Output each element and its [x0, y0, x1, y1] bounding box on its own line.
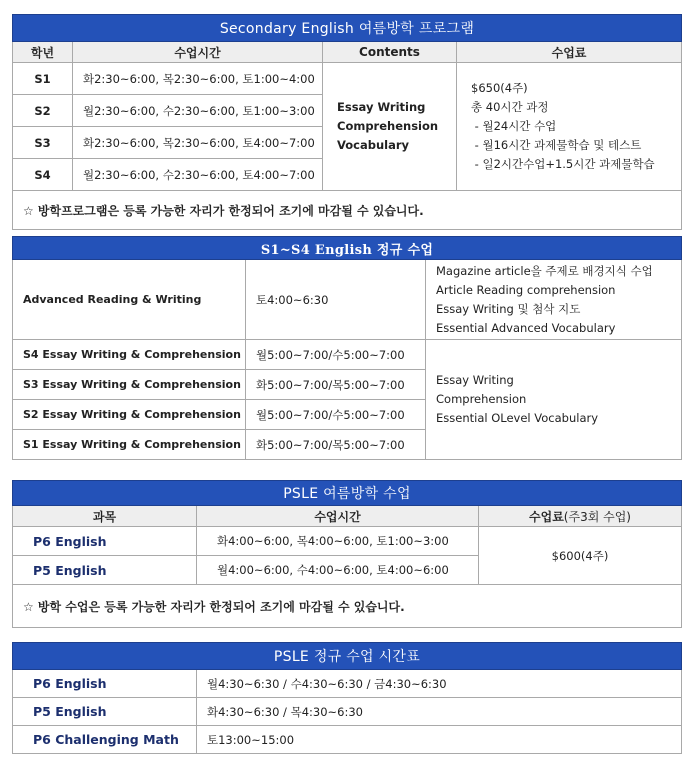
secondary-summer-title: Secondary English 여름방학 프로그램	[13, 15, 682, 42]
psle-summer-program	[12, 480, 682, 628]
notice-text: ☆ 방학 수업은 등록 가능한 자리가 한정되어 조기에 마감될 수 있습니다.	[13, 585, 682, 628]
course-cell: P6 English	[13, 670, 197, 698]
description-line: Magazine article을 주제로 배경지식 수업	[436, 263, 653, 278]
header-subject: 과목	[13, 506, 197, 527]
grade-cell: S2	[13, 95, 73, 127]
description-line: Article Reading comprehension	[436, 282, 616, 297]
description-line: Essay Writing	[436, 373, 514, 387]
grade-cell: S3	[13, 127, 73, 159]
table-row	[13, 698, 682, 726]
header-fee-label: 수업료	[529, 509, 564, 524]
contents-line: Essay Writing	[337, 100, 426, 114]
fee-line: - 월16시간 과제물학습 및 테스트	[471, 138, 642, 152]
course-cell: P5 English	[13, 698, 197, 726]
course-cell: S4 Essay Writing & Comprehension	[13, 340, 246, 370]
time-cell: 토13:00~15:00	[197, 726, 682, 754]
header-class-time: 수업시간	[73, 42, 323, 63]
regular-class-title: S1~S4 English 정규 수업	[13, 237, 682, 260]
time-cell: 월5:00~7:00/수5:00~7:00	[246, 400, 426, 430]
course-cell: P6 English	[13, 527, 197, 556]
fee-line: - 월24시간 수업	[471, 119, 557, 133]
header-fee-note: (주3회 수업)	[563, 509, 631, 524]
time-cell: 화4:00~6:00, 목4:00~6:00, 토1:00~3:00	[197, 527, 479, 556]
description-line: Essay Writing 및 첨삭 지도	[436, 301, 581, 316]
header-fee	[479, 506, 682, 527]
header-contents: Contents	[323, 42, 457, 63]
table-row	[13, 260, 682, 340]
course-cell: P6 Challenging Math	[13, 726, 197, 754]
course-cell: S1 Essay Writing & Comprehension	[13, 430, 246, 460]
description-line: Essential OLevel Vocabulary	[436, 411, 599, 425]
course-cell: Advanced Reading & Writing	[13, 260, 246, 340]
s1-s4-regular-class	[12, 236, 682, 460]
time-cell: 월2:30~6:00, 수2:30~6:00, 토4:00~7:00	[73, 159, 323, 191]
psle-regular-timetable	[12, 642, 682, 754]
notice-text: ☆ 방학프로그램은 등록 가능한 자리가 한정되어 조기에 마감될 수 있습니다.	[13, 191, 682, 230]
time-cell: 화4:30~6:30 / 목4:30~6:30	[197, 698, 682, 726]
fee-cell: $600(4주)	[479, 527, 682, 585]
table-row	[13, 726, 682, 754]
fee-cell	[457, 63, 682, 191]
table-row	[13, 340, 682, 370]
table-row	[13, 63, 682, 95]
contents-cell	[323, 63, 457, 191]
grade-cell: S1	[13, 63, 73, 95]
header-grade: 학년	[13, 42, 73, 63]
course-cell: S2 Essay Writing & Comprehension	[13, 400, 246, 430]
course-cell: S3 Essay Writing & Comprehension	[13, 370, 246, 400]
contents-line: Comprehension	[337, 119, 439, 133]
psle-summer-title: PSLE 여름방학 수업	[13, 481, 682, 506]
fee-line: - 일2시간수업+1.5시간 과제물학습	[471, 157, 655, 171]
grade-cell: S4	[13, 159, 73, 191]
header-class-time: 수업시간	[197, 506, 479, 527]
time-cell: 화2:30~6:00, 목2:30~6:00, 토1:00~4:00	[73, 63, 323, 95]
time-cell: 화5:00~7:00/목5:00~7:00	[246, 370, 426, 400]
time-cell: 화5:00~7:00/목5:00~7:00	[246, 430, 426, 460]
description-cell	[426, 340, 682, 460]
description-cell	[426, 260, 682, 340]
time-cell: 월4:00~6:00, 수4:00~6:00, 토4:00~6:00	[197, 556, 479, 585]
description-line: Essential Advanced Vocabulary	[436, 320, 616, 335]
time-cell: 화2:30~6:00, 목2:30~6:00, 토4:00~7:00	[73, 127, 323, 159]
table-row	[13, 670, 682, 698]
psle-regular-title: PSLE 정규 수업 시간표	[13, 643, 682, 670]
time-cell: 월4:30~6:30 / 수4:30~6:30 / 금4:30~6:30	[197, 670, 682, 698]
course-cell: P5 English	[13, 556, 197, 585]
fee-line: 총 40시간 과정	[471, 100, 549, 114]
time-cell: 월5:00~7:00/수5:00~7:00	[246, 340, 426, 370]
description-line: Comprehension	[436, 392, 527, 406]
secondary-summer-program	[12, 14, 682, 230]
time-cell: 월2:30~6:00, 수2:30~6:00, 토1:00~3:00	[73, 95, 323, 127]
table-row	[13, 527, 682, 556]
contents-line: Vocabulary	[337, 138, 410, 152]
time-cell: 토4:00~6:30	[246, 260, 426, 340]
header-fee: 수업료	[457, 42, 682, 63]
fee-line: $650(4주)	[471, 81, 528, 95]
